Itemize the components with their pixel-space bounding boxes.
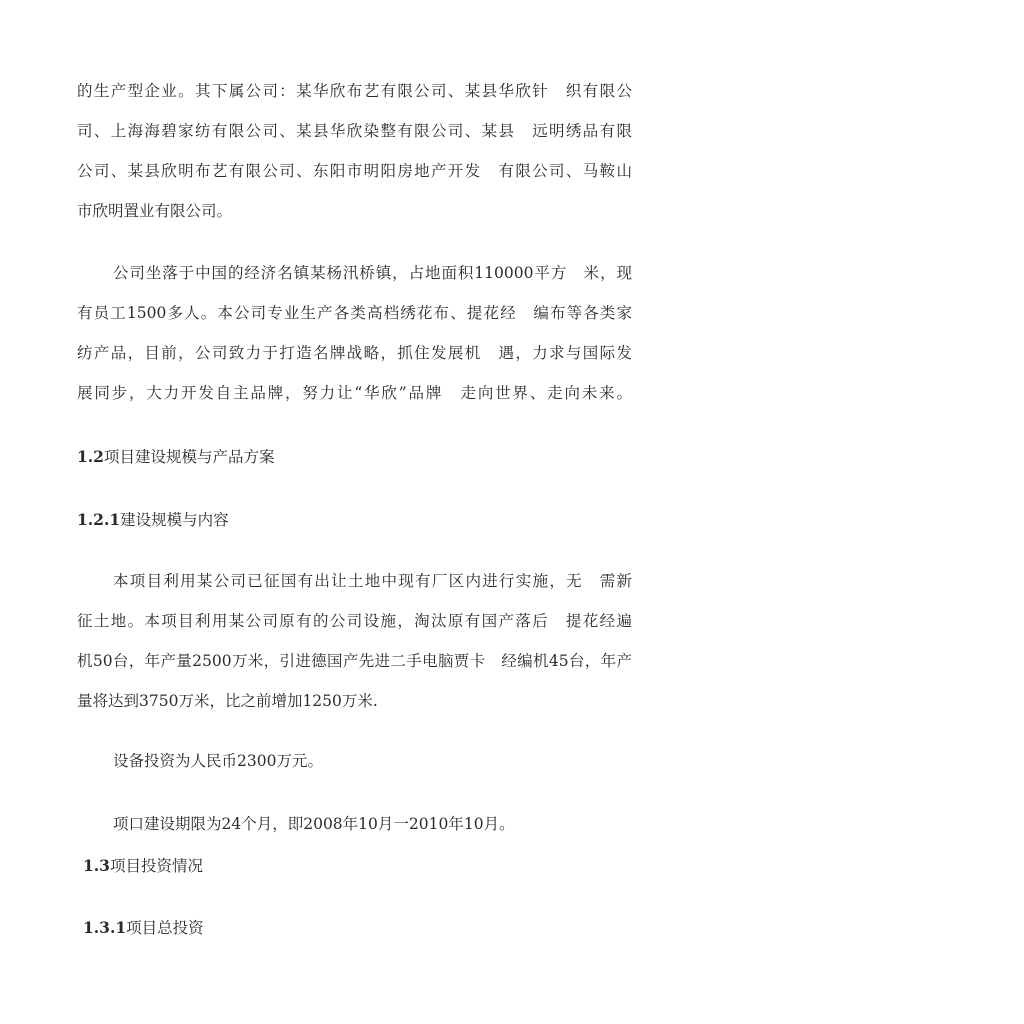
paragraph-2-line-3: 纺产品，目前，公司致力于打造名牌战略，抓住发展机 遇，力求与国际发	[77, 344, 632, 362]
paragraph-2-line-1: 公司坐落于中国的经济名镇某杨汛桥镇，占地面积110000平方 米，现	[113, 264, 632, 282]
section-title: 建设规模与内容	[120, 511, 229, 529]
paragraph-2-line-2: 有员工1500多人。本公司专业生产各类高档绣花布、提花经 编布等各类家	[77, 304, 632, 322]
paragraph-1-line-4: 市欣明置业有限公司。	[77, 202, 233, 220]
paragraph-1-line-1: 的生产型企业。其下属公司：某华欣布艺有限公司、某县华欣针 织有限公	[77, 82, 632, 100]
paragraph-4-line-1: 设备投资为人民币2300万元。	[113, 752, 323, 770]
section-number: 1.2.1	[77, 510, 121, 529]
paragraph-3-line-3: 机50台，年产量2500万米，引进德国产先进二手电脑贾卡 经编机45台，年产	[77, 652, 632, 670]
paragraph-1-line-2: 司、上海海碧家纺有限公司、某县华欣染整有限公司、某县 远明绣品有限	[77, 122, 632, 140]
section-number: 1.2	[77, 447, 104, 466]
section-title: 项目建设规模与产品方案	[103, 448, 275, 466]
section-heading-1-3	[83, 855, 203, 877]
section-heading-1-2	[77, 446, 274, 468]
section-number: 1.3.1	[83, 918, 127, 937]
paragraph-3-line-2: 征土地。本项目利用某公司原有的公司设施，淘汰原有国产落后 提花经遍	[77, 612, 632, 630]
paragraph-2-line-4: 展同步，大力开发自主品牌，努力让“华欣”品牌 走向世界、走向未来。	[77, 384, 632, 402]
paragraph-3-line-4: 量将达到3750万米，比之前增加1250万米.	[77, 692, 378, 710]
paragraph-5-line-1: 项口建设期限为24个月，即2008年10月一2010年10月。	[113, 815, 515, 833]
section-heading-1-3-1	[83, 917, 204, 939]
paragraph-1-line-3: 公司、某县欣明布艺有限公司、东阳市明阳房地产开发 有限公司、马鞍山	[77, 162, 632, 180]
section-title: 项目总投资	[126, 919, 204, 937]
section-heading-1-2-1	[77, 509, 229, 531]
paragraph-3-line-1: 本项目利用某公司已征国有出让土地中现有厂区内进行实施，无 需新	[113, 572, 632, 590]
section-title: 项目投资情况	[109, 857, 203, 875]
section-number: 1.3	[83, 856, 110, 875]
